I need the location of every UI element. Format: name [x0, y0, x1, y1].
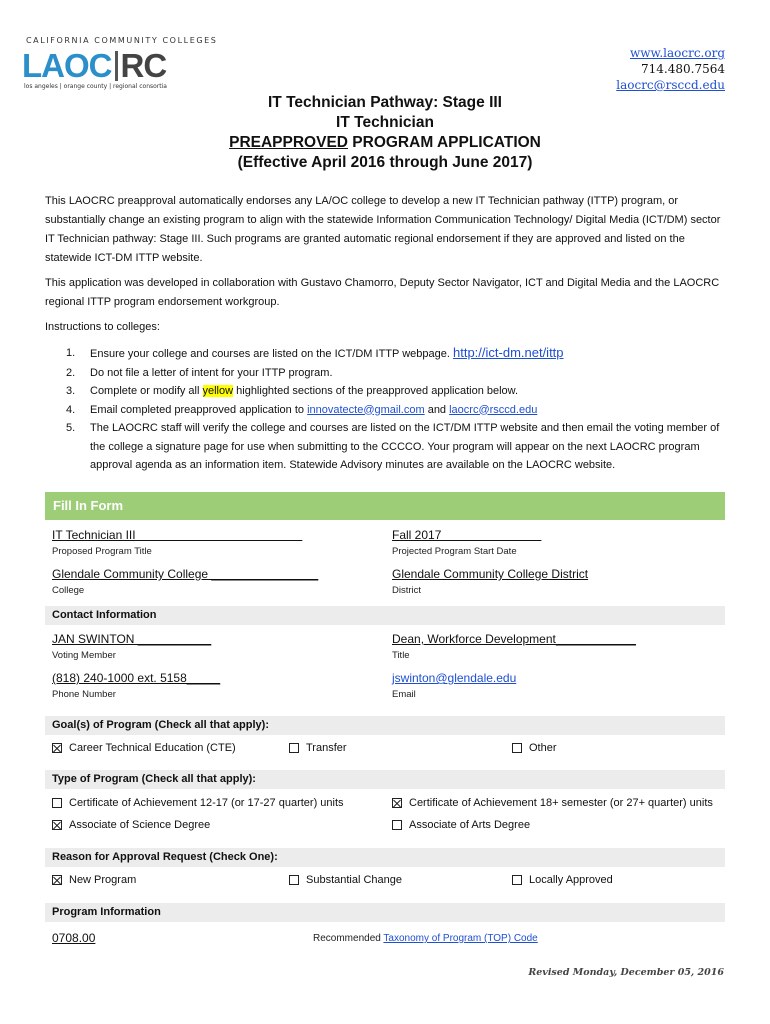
- title-preapproved: PREAPPROVED: [229, 134, 348, 151]
- checkbox-checked-icon: [52, 875, 62, 885]
- contact-info-heading: Contact Information: [45, 606, 725, 625]
- innovatecte-email-link[interactable]: innovatecte@gmail.com: [307, 403, 425, 416]
- goals-heading: Goal(s) of Program (Check all that apply):: [45, 716, 725, 735]
- reason-heading: Reason for Approval Request (Check One):: [45, 848, 725, 867]
- ict-dm-link[interactable]: http://ict-dm.net/ittp: [452, 345, 564, 360]
- top-taxonomy-link[interactable]: Taxonomy of Program (TOP) Code: [383, 933, 538, 944]
- intro-paragraph-1: This LAOCRC preapproval automatically endorses any LA/OC college to develop a new IT Technician pathway (ITTP) program, or substantially change an existing program to align with the statewide Information Communication Technology/ Digital Media (ICT/DM) sector IT Technician pathway: Stage III. Such programs are granted automatic regional endorsement if they are approved and listed on the statewide ICT-DM ITTP website.: [45, 195, 721, 264]
- revised-date: Revised Monday, December 05, 2016: [528, 967, 724, 978]
- reason-local-checkbox[interactable]: Locally Approved: [512, 874, 613, 886]
- instructions-list: [66, 344, 726, 475]
- voting-member-label: Voting Member: [52, 650, 116, 661]
- goal-cte-checkbox[interactable]: Career Technical Education (CTE): [52, 742, 236, 754]
- logo-top-text: CALIFORNIA COMMUNITY COLLEGES: [26, 36, 218, 45]
- checkbox-empty-icon: [289, 743, 299, 753]
- program-info-heading: Program Information: [45, 903, 725, 922]
- college-field[interactable]: Glendale Community College ________________: [52, 567, 319, 581]
- program-title-label: Proposed Program Title: [52, 546, 152, 557]
- type-heading: Type of Program (Check all that apply):: [45, 770, 725, 789]
- type-ca12-checkbox[interactable]: Certificate of Achievement 12-17 (or 17-27 quarter) units: [52, 797, 344, 809]
- title-label: Title: [392, 650, 410, 661]
- checkbox-empty-icon: [289, 875, 299, 885]
- voting-member-field[interactable]: JAN SWINTON ___________: [52, 632, 212, 646]
- list-item: 3. Complete or modify all yellow highlighted sections of the preapproved application below.: [66, 385, 519, 397]
- title-line-4: (Effective April 2016 through June 2017): [237, 154, 533, 171]
- checkbox-empty-icon: [52, 798, 62, 808]
- list-item: 1. Ensure your college and courses are listed on the ICT/DM ITTP webpage. http://ict-dm.net/ittp: [66, 345, 564, 360]
- website-link[interactable]: www.laocrc.org: [629, 46, 725, 60]
- logo-tagline: los angeles | orange county | regional consortia: [24, 83, 167, 90]
- reason-substantial-checkbox[interactable]: Substantial Change: [289, 874, 402, 886]
- program-title-field[interactable]: IT Technician III: [52, 528, 303, 542]
- email-field[interactable]: jswinton@glendale.edu: [392, 671, 517, 685]
- intro-paragraph-2: This application was developed in collaboration with Gustavo Chamorro, Deputy Sector Navigator, ICT and Digital Media and the LAOCRC regional ITTP program endorsement workgroup.: [45, 277, 720, 308]
- page-title: [0, 93, 770, 173]
- checkbox-empty-icon: [512, 743, 522, 753]
- phone-text: 714.480.7564: [641, 62, 725, 76]
- phone-label: Phone Number: [52, 689, 116, 700]
- title-line-1: IT Technician Pathway: Stage III: [268, 94, 502, 111]
- yellow-highlight: yellow: [202, 385, 234, 397]
- start-date-label: Projected Program Start Date: [392, 546, 517, 557]
- type-as-checkbox[interactable]: Associate of Science Degree: [52, 819, 210, 831]
- contact-block: [616, 45, 725, 93]
- type-aa-checkbox[interactable]: Associate of Arts Degree: [392, 819, 530, 831]
- goal-other-checkbox[interactable]: Other: [512, 742, 557, 754]
- district-label: District: [392, 585, 422, 596]
- checkbox-checked-icon: [52, 743, 62, 753]
- logo-left: LAOC: [22, 47, 112, 84]
- laocrc-email-link[interactable]: laocrc@rsccd.edu: [449, 403, 538, 416]
- list-item: 4. Email completed preapproved application to innovatecte@gmail.com and laocrc@rsccd.edu: [66, 403, 538, 416]
- checkbox-checked-icon: [52, 820, 62, 830]
- phone-field[interactable]: (818) 240-1000 ext. 5158_____: [52, 671, 221, 685]
- title-line-3: PROGRAM APPLICATION: [347, 134, 541, 151]
- title-line-2: IT Technician: [336, 114, 434, 131]
- college-label: College: [52, 585, 85, 596]
- reason-new-checkbox[interactable]: New Program: [52, 874, 136, 886]
- checkbox-checked-icon: [392, 798, 402, 808]
- top-code-label: Recommended Taxonomy of Program (TOP) Code: [313, 933, 538, 944]
- title-field[interactable]: Dean, Workforce Development____________: [392, 632, 636, 646]
- contact-email-link[interactable]: laocrc@rsccd.edu: [616, 78, 725, 92]
- fill-in-form-banner: Fill In Form: [45, 492, 725, 520]
- district-field[interactable]: Glendale Community College District: [392, 567, 589, 581]
- top-code-field[interactable]: 0708.00: [52, 931, 96, 945]
- email-label: Email: [392, 689, 416, 700]
- list-item: 2. Do not file a letter of intent for your ITTP program.: [66, 366, 333, 379]
- logo-right: RC: [120, 47, 167, 84]
- type-ca18-checkbox[interactable]: Certificate of Achievement 18+ semester (or 27+ quarter) units: [392, 797, 713, 809]
- list-item: 5. The LAOCRC staff will verify the college and courses are listed on the ICT/DM ITTP website and then email the voting member of the college a signature page for use when submitting to the CCCCO. Your program will appear on the next LAOCRC program approval agenda as an information item. Statewide Advisory minutes are available on the LAOCRC website.: [66, 422, 720, 471]
- goal-transfer-checkbox[interactable]: Transfer: [289, 742, 347, 754]
- laocrc-logo: [22, 49, 166, 82]
- checkbox-empty-icon: [392, 820, 402, 830]
- checkbox-empty-icon: [512, 875, 522, 885]
- start-date-field[interactable]: Fall 2017: [392, 528, 542, 542]
- instructions-heading: Instructions to colleges:: [45, 321, 160, 333]
